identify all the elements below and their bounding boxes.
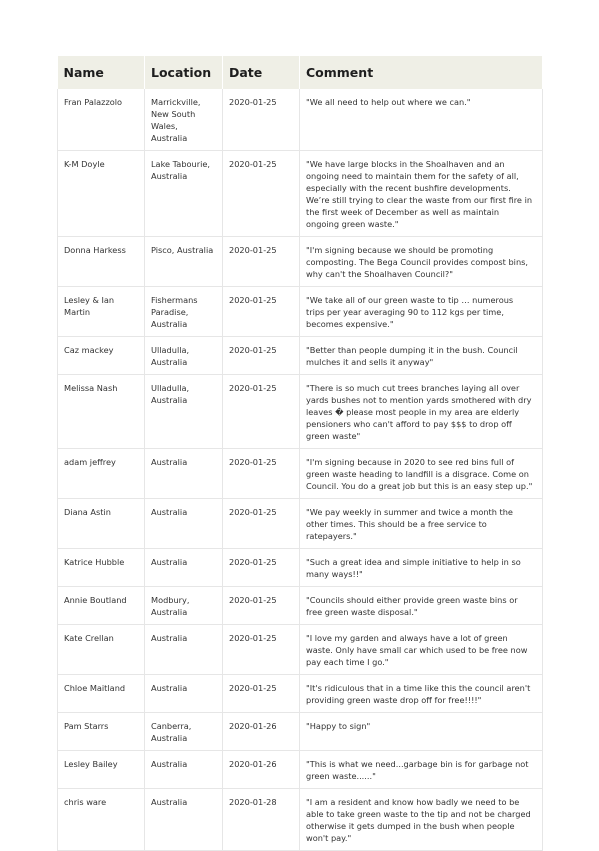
column-header-date: Date (223, 56, 300, 89)
cell-date: 2020-01-25 (223, 237, 300, 287)
cell-location: Australia (145, 751, 223, 789)
cell-date: 2020-01-25 (223, 151, 300, 237)
table-row (58, 789, 543, 851)
table-row (58, 751, 543, 789)
column-header-comment: Comment (300, 56, 543, 89)
cell-comment: "We all need to help out where we can." (300, 89, 543, 151)
cell-location: Modbury, Australia (145, 587, 223, 625)
cell-location: Ulladulla, Australia (145, 337, 223, 375)
cell-comment: "I'm signing because in 2020 to see red bins full of green waste heading to landfill is a disgrace. Come on Council. You do a great job but this is an easy step up." (300, 449, 543, 499)
cell-comment: "I am a resident and know how badly we need to be able to take green waste to the tip and not be charged otherwise it gets dumped in the bush when people won't pay." (300, 789, 543, 851)
cell-location: Marrickville, New South Wales, Australia (145, 89, 223, 151)
table-body (58, 89, 543, 851)
cell-location: Ulladulla, Australia (145, 375, 223, 449)
cell-comment: "I'm signing because we should be promoting composting. The Bega Council provides compost bins, why can't the Shoalhaven Council?" (300, 237, 543, 287)
cell-comment: "There is so much cut trees branches laying all over yards bushes not to mention yards smothered with dry leaves � please most people in my area are elderly pensioners who can't afford to pay $$$ to drop off green waste" (300, 375, 543, 449)
table-row (58, 549, 543, 587)
cell-name: Katrice Hubble (58, 549, 145, 587)
cell-name: Fran Palazzolo (58, 89, 145, 151)
cell-location: Australia (145, 675, 223, 713)
cell-comment: "I love my garden and always have a lot of green waste. Only have small car which used to be free now pay each time I go." (300, 625, 543, 675)
cell-comment: "Such a great idea and simple initiative to help in so many ways!!" (300, 549, 543, 587)
cell-date: 2020-01-26 (223, 713, 300, 751)
cell-date: 2020-01-25 (223, 549, 300, 587)
cell-date: 2020-01-28 (223, 789, 300, 851)
cell-date: 2020-01-25 (223, 587, 300, 625)
table-row (58, 499, 543, 549)
table-row (58, 449, 543, 499)
header-row (58, 56, 543, 89)
cell-comment: "Happy to sign" (300, 713, 543, 751)
table-row (58, 89, 543, 151)
signatures-table-container (57, 56, 542, 851)
cell-date: 2020-01-25 (223, 449, 300, 499)
signatures-table (57, 56, 543, 851)
cell-location: Lake Tabourie, Australia (145, 151, 223, 237)
cell-location: Fishermans Paradise, Australia (145, 287, 223, 337)
cell-name: Diana Astin (58, 499, 145, 549)
cell-date: 2020-01-25 (223, 375, 300, 449)
cell-name: Caz mackey (58, 337, 145, 375)
table-row (58, 625, 543, 675)
cell-location: Australia (145, 449, 223, 499)
cell-date: 2020-01-25 (223, 337, 300, 375)
column-header-name: Name (58, 56, 145, 89)
cell-date: 2020-01-26 (223, 751, 300, 789)
cell-name: Annie Boutland (58, 587, 145, 625)
cell-name: K-M Doyle (58, 151, 145, 237)
table-row (58, 337, 543, 375)
cell-name: Chloe Maitland (58, 675, 145, 713)
cell-date: 2020-01-25 (223, 89, 300, 151)
cell-comment: "We have large blocks in the Shoalhaven and an ongoing need to maintain them for the safety of all, especially with the recent bushfire developments. We’re still trying to clear the waste from our first fire in the first week of December as well as maintain ongoing green waste." (300, 151, 543, 237)
cell-name: Donna Harkess (58, 237, 145, 287)
cell-comment: "Councils should either provide green waste bins or free green waste disposal." (300, 587, 543, 625)
table-row (58, 675, 543, 713)
cell-name: chris ware (58, 789, 145, 851)
table-row (58, 287, 543, 337)
table-row (58, 237, 543, 287)
cell-date: 2020-01-25 (223, 675, 300, 713)
cell-location: Canberra, Australia (145, 713, 223, 751)
column-header-location: Location (145, 56, 223, 89)
cell-date: 2020-01-25 (223, 287, 300, 337)
cell-comment: "We pay weekly in summer and twice a month the other times. This should be a free service to ratepayers." (300, 499, 543, 549)
cell-comment: "Better than people dumping it in the bush. Council mulches it and sells it anyway" (300, 337, 543, 375)
cell-comment: "This is what we need...garbage bin is for garbage not green waste......" (300, 751, 543, 789)
cell-location: Australia (145, 625, 223, 675)
cell-location: Australia (145, 549, 223, 587)
cell-date: 2020-01-25 (223, 625, 300, 675)
cell-name: Pam Starrs (58, 713, 145, 751)
cell-location: Pisco, Australia (145, 237, 223, 287)
table-row (58, 713, 543, 751)
table-header (58, 56, 543, 89)
cell-date: 2020-01-25 (223, 499, 300, 549)
cell-location: Australia (145, 789, 223, 851)
cell-name: Lesley & Ian Martin (58, 287, 145, 337)
cell-name: adam jeffrey (58, 449, 145, 499)
cell-comment: "We take all of our green waste to tip … numerous trips per year averaging 90 to 112 kgs per time, becomes expensive." (300, 287, 543, 337)
cell-comment: "It's ridiculous that in a time like this the council aren't providing green waste drop off for free!!!!" (300, 675, 543, 713)
table-row (58, 151, 543, 237)
table-row (58, 587, 543, 625)
cell-name: Kate Crellan (58, 625, 145, 675)
cell-name: Lesley Bailey (58, 751, 145, 789)
cell-name: Melissa Nash (58, 375, 145, 449)
table-row (58, 375, 543, 449)
cell-location: Australia (145, 499, 223, 549)
